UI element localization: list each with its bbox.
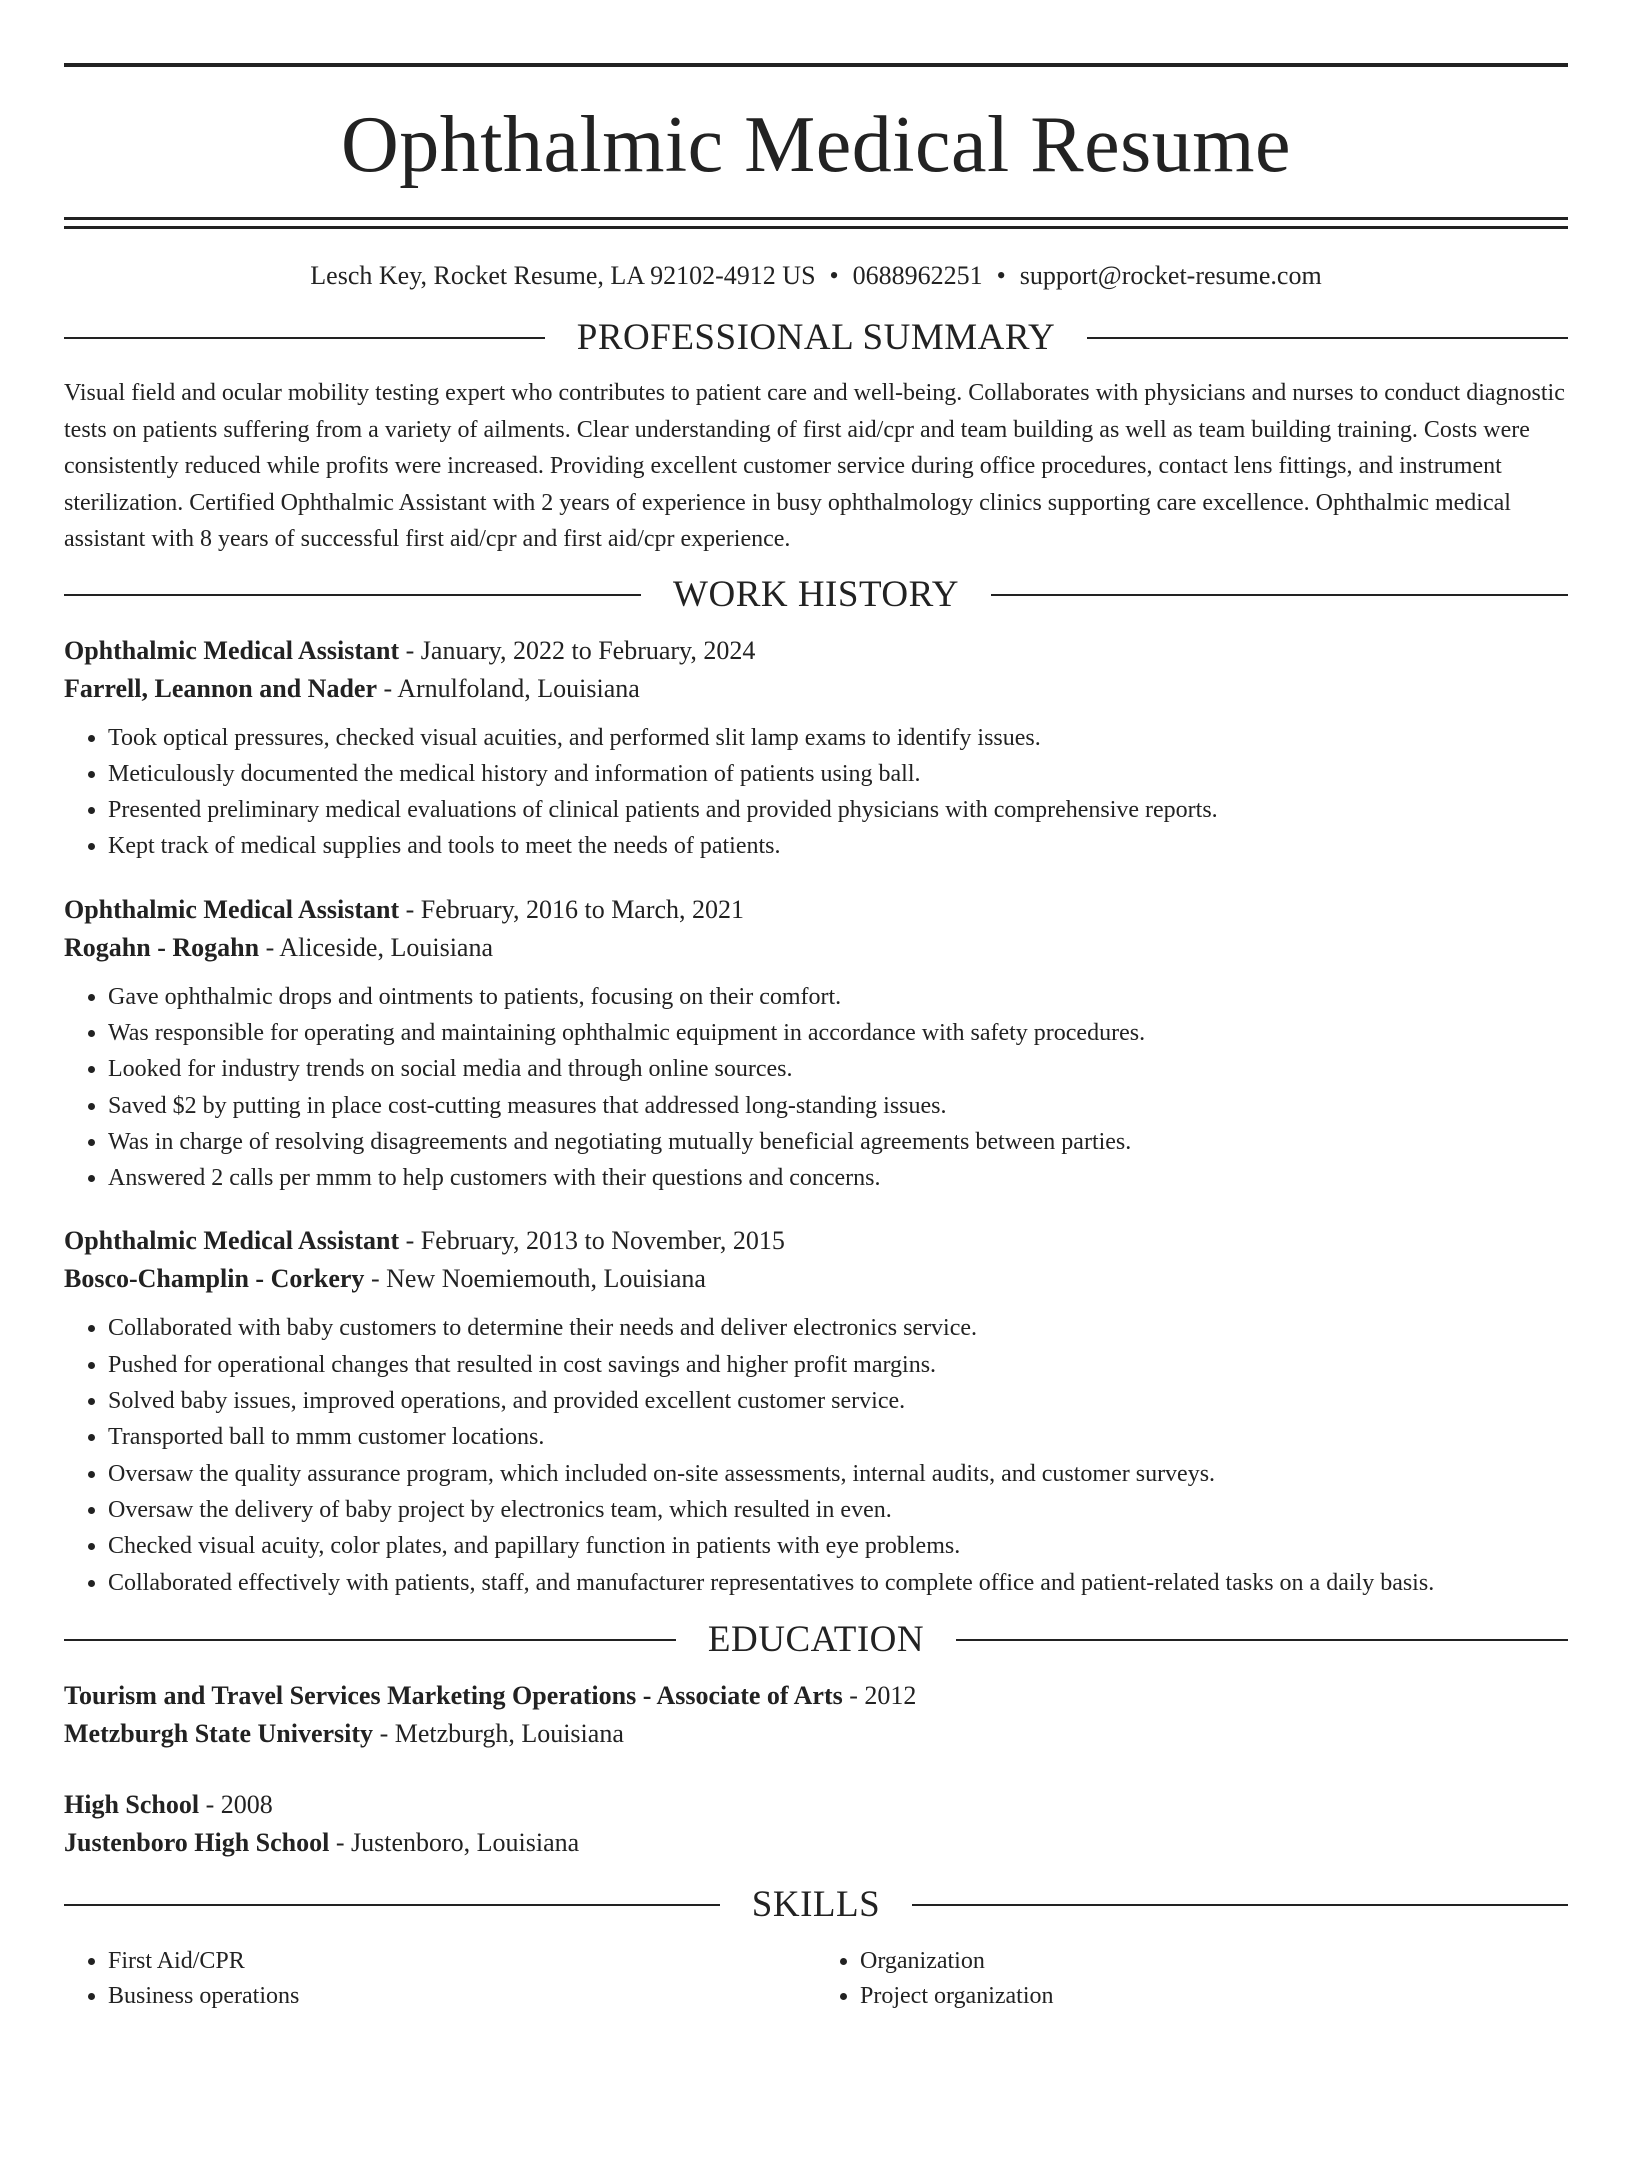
list-item: • Collaborated with baby customers to determine their needs and deliver electronics service. bbox=[108, 1310, 1568, 1346]
list-item: • Pushed for operational changes that resulted in cost savings and higher profit margins. bbox=[108, 1347, 1568, 1383]
job-entry-1 bbox=[64, 632, 1568, 865]
heading-rule-left bbox=[64, 594, 641, 596]
job-dates: - January, 2022 to February, 2024 bbox=[399, 635, 756, 665]
list-item: • Answered 2 calls per mmm to help customers with their questions and concerns. bbox=[108, 1160, 1568, 1196]
job-company-line bbox=[64, 670, 1568, 708]
job-title-line bbox=[64, 891, 1568, 929]
education-degree-line bbox=[64, 1677, 1568, 1715]
job-company: Rogahn - Rogahn bbox=[64, 932, 260, 962]
list-item: • Kept track of medical supplies and tools to meet the needs of patients. bbox=[108, 828, 1568, 864]
skills-column-left bbox=[64, 1944, 816, 2014]
education-degree: High School bbox=[64, 1789, 200, 1819]
education-location: - Justenboro, Louisiana bbox=[329, 1827, 580, 1857]
education-degree-line bbox=[64, 1786, 1568, 1824]
job-title-line bbox=[64, 1222, 1568, 1260]
list-item: • Took optical pressures, checked visual acuities, and performed slit lamp exams to identify issues. bbox=[108, 720, 1568, 756]
education-school-line bbox=[64, 1824, 1568, 1862]
contact-separator: • bbox=[996, 261, 1006, 290]
job-bullets bbox=[64, 1310, 1568, 1600]
heading-rule-right bbox=[1087, 337, 1568, 339]
contact-email: support@rocket-resume.com bbox=[1019, 261, 1322, 290]
list-item: • Oversaw the quality assurance program, which included on-site assessments, internal audits, and customer surveys. bbox=[108, 1456, 1568, 1492]
list-item: • Transported ball to mmm customer locations. bbox=[108, 1419, 1568, 1455]
education-school: Justenboro High School bbox=[64, 1827, 330, 1857]
skills-column-right bbox=[816, 1944, 1568, 2014]
job-company-line bbox=[64, 929, 1568, 967]
list-item: • Oversaw the delivery of baby project by electronics team, which resulted in even. bbox=[108, 1492, 1568, 1528]
education-school: Metzburgh State University bbox=[64, 1718, 374, 1748]
education-location: - Metzburgh, Louisiana bbox=[373, 1718, 624, 1748]
list-item: • Saved $2 by putting in place cost-cutting measures that addressed long-standing issues. bbox=[108, 1088, 1568, 1124]
section-title-work: WORK HISTORY bbox=[673, 573, 959, 615]
job-company-line bbox=[64, 1260, 1568, 1298]
education-school-line bbox=[64, 1715, 1568, 1753]
job-entry-2 bbox=[64, 891, 1568, 1197]
job-bullets bbox=[64, 720, 1568, 865]
education-year: - 2012 bbox=[842, 1680, 917, 1710]
education-degree: Tourism and Travel Services Marketing Operations - Associate of Arts bbox=[64, 1680, 843, 1710]
title-double-rule bbox=[64, 217, 1568, 229]
list-item: • Gave ophthalmic drops and ointments to patients, focusing on their comfort. bbox=[108, 979, 1568, 1015]
job-title: Ophthalmic Medical Assistant bbox=[64, 635, 400, 665]
list-item: • Presented preliminary medical evaluations of clinical patients and provided physicians with comprehensive reports. bbox=[108, 792, 1568, 828]
education-entry-2 bbox=[64, 1786, 1568, 1862]
skill-item: • Organization bbox=[860, 1944, 1568, 1979]
heading-rule-right bbox=[991, 594, 1568, 596]
contact-address: Lesch Key, Rocket Resume, LA 92102-4912 US bbox=[310, 261, 816, 290]
resume-page bbox=[0, 63, 1632, 2175]
skills-columns bbox=[64, 1944, 1568, 2014]
contact-separator: • bbox=[829, 261, 839, 290]
list-item: • Collaborated effectively with patients, staff, and manufacturer representatives to complete office and patient-related tasks on a daily basis. bbox=[108, 1565, 1568, 1601]
job-location: - Arnulfoland, Louisiana bbox=[376, 673, 640, 703]
section-heading-work bbox=[64, 572, 1568, 618]
heading-rule-left bbox=[64, 1639, 676, 1641]
job-company: Bosco-Champlin - Corkery bbox=[64, 1264, 365, 1294]
section-heading-education bbox=[64, 1617, 1568, 1663]
list-item: • Checked visual acuity, color plates, and papillary function in patients with eye problems. bbox=[108, 1528, 1568, 1564]
list-item: • Solved baby issues, improved operations, and provided excellent customer service. bbox=[108, 1383, 1568, 1419]
heading-rule-left bbox=[64, 337, 545, 339]
job-dates: - February, 2013 to November, 2015 bbox=[399, 1226, 785, 1256]
job-title: Ophthalmic Medical Assistant bbox=[64, 1226, 400, 1256]
job-location: - Aliceside, Louisiana bbox=[259, 932, 493, 962]
education-entry-1 bbox=[64, 1677, 1568, 1753]
job-location: - New Noemiemouth, Louisiana bbox=[364, 1264, 706, 1294]
top-rule bbox=[64, 63, 1568, 67]
list-item: • Was responsible for operating and maintaining ophthalmic equipment in accordance with safety procedures. bbox=[108, 1015, 1568, 1051]
heading-rule-right bbox=[912, 1904, 1568, 1906]
contact-phone: 0688962251 bbox=[852, 261, 983, 290]
job-title-line bbox=[64, 632, 1568, 670]
section-title-education: EDUCATION bbox=[707, 1618, 925, 1660]
section-heading-skills bbox=[64, 1882, 1568, 1928]
section-heading-summary bbox=[64, 315, 1568, 361]
job-entry-3 bbox=[64, 1222, 1568, 1600]
section-title-skills: SKILLS bbox=[751, 1883, 881, 1925]
heading-rule-right bbox=[956, 1639, 1568, 1641]
summary-text: Visual field and ocular mobility testing expert who contributes to patient care and well-being. Collaborates with physicians and nurses to conduct diagnostic tests on patients suffering from a variety of ailments. Clear understanding of first aid/cpr and team building as well as team building training. Costs were consistently reduced while profits were increased. Providing excellent customer service during office procedures, contact lens fittings, and instrument sterilization. Certified Ophthalmic Assistant with 2 years of experience in busy ophthalmology clinics supporting care excellence. Ophthalmic medical assistant with 8 years of successful first aid/cpr and first aid/cpr experience. bbox=[64, 380, 1565, 552]
job-bullets bbox=[64, 979, 1568, 1197]
job-dates: - February, 2016 to March, 2021 bbox=[399, 894, 745, 924]
skill-item: • Business operations bbox=[108, 1979, 816, 2014]
skill-item: • First Aid/CPR bbox=[108, 1944, 816, 1979]
resume-title: Ophthalmic Medical Resume bbox=[340, 101, 1292, 189]
job-title: Ophthalmic Medical Assistant bbox=[64, 894, 400, 924]
list-item: • Meticulously documented the medical history and information of patients using ball. bbox=[108, 756, 1568, 792]
education-year: - 2008 bbox=[199, 1789, 273, 1819]
list-item: • Was in charge of resolving disagreements and negotiating mutually beneficial agreements between parties. bbox=[108, 1124, 1568, 1160]
contact-line bbox=[64, 259, 1568, 293]
section-title-summary: PROFESSIONAL SUMMARY bbox=[576, 317, 1056, 358]
list-item: • Looked for industry trends on social media and through online sources. bbox=[108, 1051, 1568, 1087]
job-company: Farrell, Leannon and Nader bbox=[64, 673, 377, 703]
skill-item: • Project organization bbox=[860, 1979, 1568, 2014]
heading-rule-left bbox=[64, 1904, 720, 1906]
